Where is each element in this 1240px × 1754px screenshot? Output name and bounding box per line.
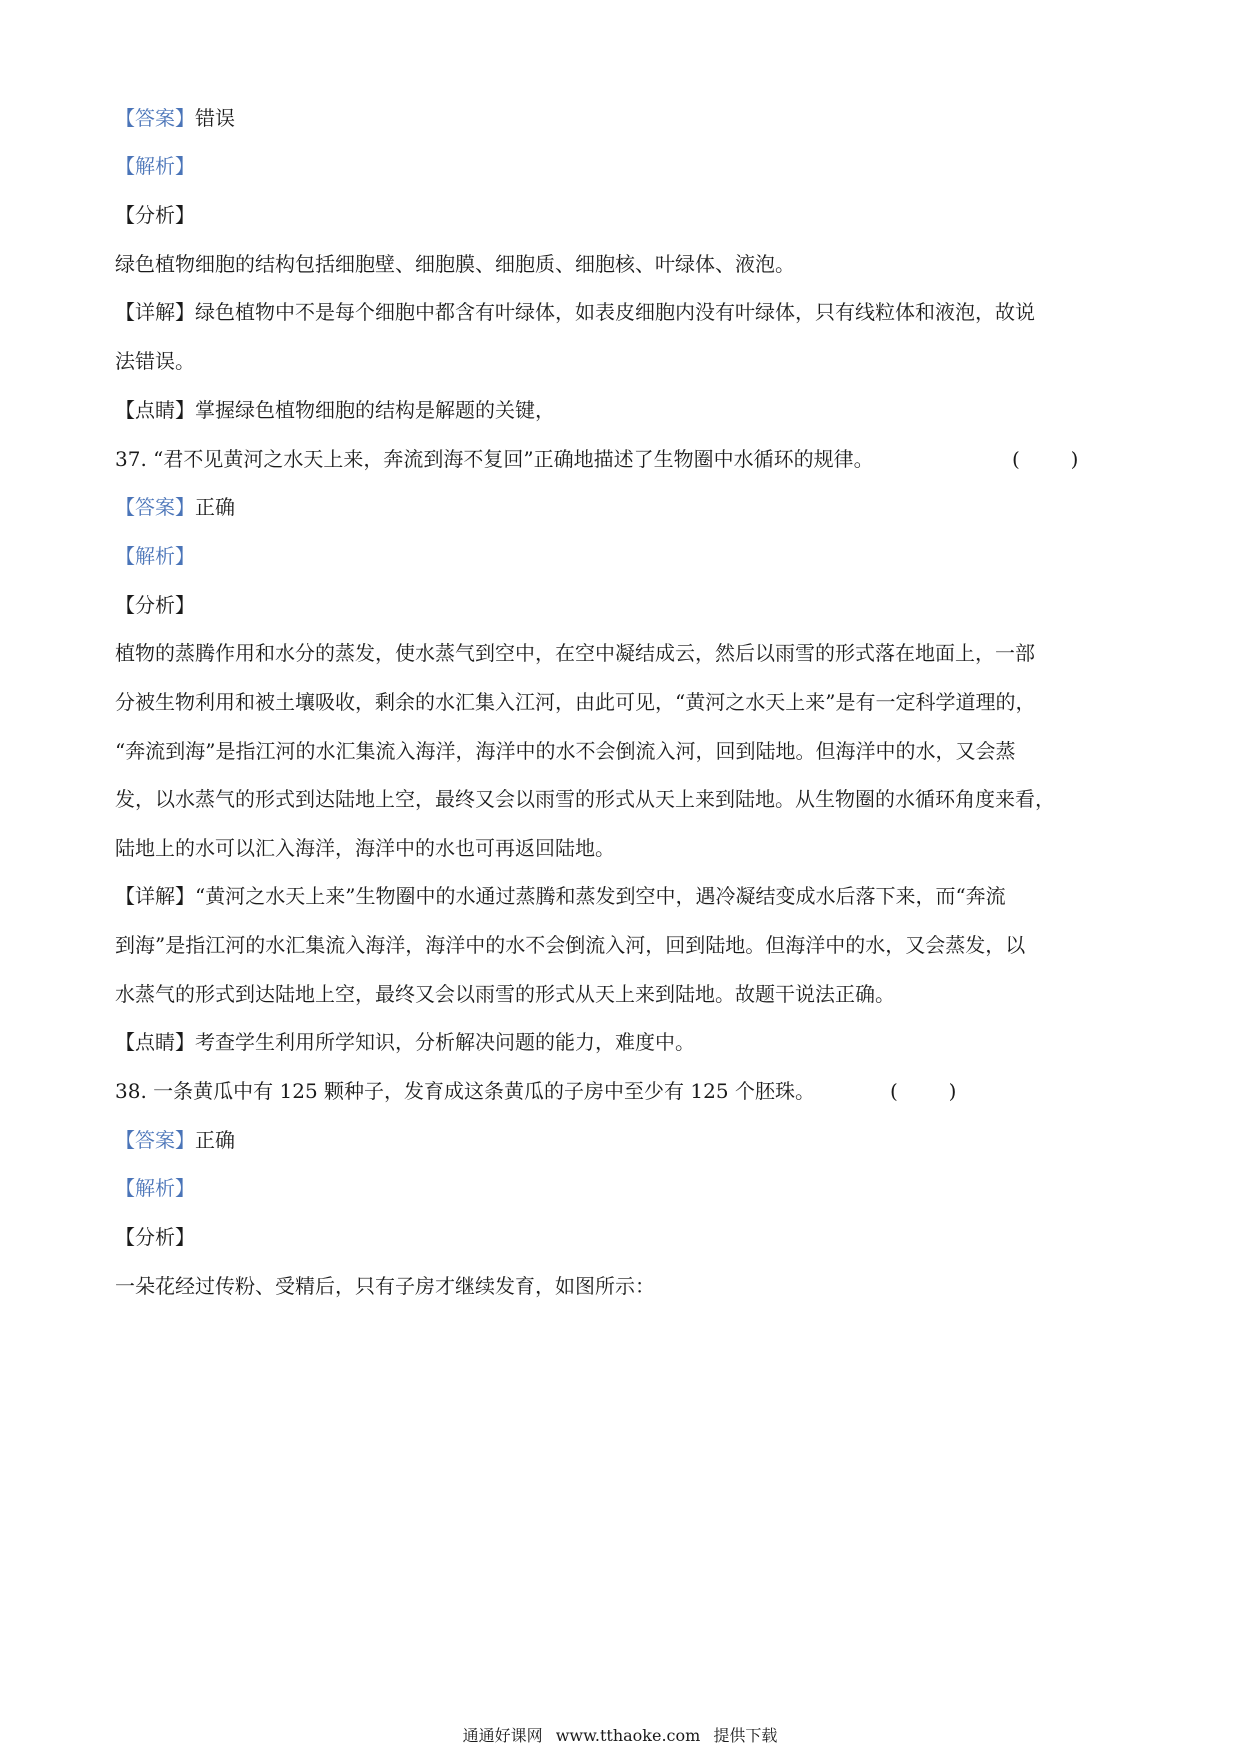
q36-detail-line-2: 法错误。	[115, 349, 195, 373]
q38-question: 38. 一条黄瓜中有 125 颗种子，发育成这条黄瓜的子房中至少有 125 个胚珠。	[115, 1079, 815, 1103]
detail-tag: 【详解】	[115, 884, 195, 908]
analysis-tag: 【解析】	[115, 1176, 195, 1200]
answer-text: 正确	[195, 495, 235, 519]
footer-url[interactable]: www.tthaoke.com	[555, 1726, 701, 1745]
q37-question: 37. “君不见黄河之水天上来，奔流到海不复回”正确地描述了生物圈中水循环的规律。	[115, 447, 874, 471]
analysis-tag: 【解析】	[115, 154, 195, 178]
page-footer	[0, 1725, 1240, 1747]
q37-fenxi-line-2: 分被生物利用和被土壤吸收，剩余的水汇集入江河，由此可见，“黄河之水天上来”是有一定科学道理的，	[115, 690, 1036, 714]
q36-fenxi-line	[115, 201, 1133, 229]
detail-text: “黄河之水天上来”生物圈中的水通过蒸腾和蒸发到空中，遇冷凝结变成水后落下来，而“奔流	[195, 884, 1006, 908]
dianjing-text: 考查学生利用所学知识，分析解决问题的能力，难度中。	[195, 1030, 695, 1054]
q38-analysis-line	[115, 1174, 1133, 1202]
answer-text: 错误	[195, 106, 235, 130]
q37-detail-line-1	[115, 882, 1133, 910]
q38-fenxi-text: 一朵花经过传粉、受精后，只有子房才继续发育，如图所示：	[115, 1274, 655, 1298]
fenxi-tag: 【分析】	[115, 1225, 195, 1249]
q37-answer-blank: ( )	[1012, 447, 1079, 471]
q38-fenxi-line	[115, 1223, 1133, 1251]
q38-answer-line	[115, 1126, 1133, 1154]
q37-detail-line-3: 水蒸气的形式到达陆地上空，最终又会以雨雪的形式从天上来到陆地。故题干说法正确。	[115, 982, 895, 1006]
answer-text: 正确	[195, 1128, 235, 1152]
q36-detail-line-1	[115, 298, 1133, 326]
dianjing-tag: 【点睛】	[115, 398, 195, 422]
q36-answer-line	[115, 104, 1133, 132]
q36-dianjing-line	[115, 396, 1133, 424]
q37-fenxi-line-5: 陆地上的水可以汇入海洋，海洋中的水也可再返回陆地。	[115, 836, 615, 860]
q38-answer-blank: ( )	[890, 1079, 957, 1103]
q37-fenxi-line	[115, 591, 1133, 619]
dianjing-text: 掌握绿色植物细胞的结构是解题的关键，	[195, 398, 555, 422]
q36-fenxi-text: 绿色植物细胞的结构包括细胞壁、细胞膜、细胞质、细胞核、叶绿体、液泡。	[115, 252, 795, 276]
dianjing-tag: 【点睛】	[115, 1030, 195, 1054]
q37-detail-line-2: 到海”是指江河的水汇集流入海洋，海洋中的水不会倒流入河，回到陆地。但海洋中的水，又会蒸发，以	[115, 933, 1026, 957]
detail-tag: 【详解】	[115, 300, 195, 324]
q37-dianjing-line	[115, 1028, 1133, 1056]
fenxi-tag: 【分析】	[115, 203, 195, 227]
q37-analysis-line	[115, 542, 1133, 570]
q37-fenxi-line-4: 发，以水蒸气的形式到达陆地上空，最终又会以雨雪的形式从天上来到陆地。从生物圈的水循环角度来看，	[115, 787, 1055, 811]
q37-answer-line	[115, 493, 1133, 521]
q37-fenxi-line-1: 植物的蒸腾作用和水分的蒸发，使水蒸气到空中，在空中凝结成云，然后以雨雪的形式落在地面上，一部	[115, 641, 1035, 665]
answer-tag: 【答案】	[115, 495, 195, 519]
detail-text: 绿色植物中不是每个细胞中都含有叶绿体，如表皮细胞内没有叶绿体，只有线粒体和液泡，故说	[195, 300, 1035, 324]
footer-suffix: 提供下载	[713, 1726, 778, 1745]
footer-site-name: 通通好课网	[462, 1726, 543, 1745]
answer-tag: 【答案】	[115, 1128, 195, 1152]
q37-fenxi-line-3: “奔流到海”是指江河的水汇集流入海洋，海洋中的水不会倒流入河，回到陆地。但海洋中的水，又会蒸	[115, 739, 1016, 763]
fenxi-tag: 【分析】	[115, 593, 195, 617]
q36-analysis-line	[115, 152, 1133, 180]
analysis-tag: 【解析】	[115, 544, 195, 568]
answer-tag: 【答案】	[115, 106, 195, 130]
